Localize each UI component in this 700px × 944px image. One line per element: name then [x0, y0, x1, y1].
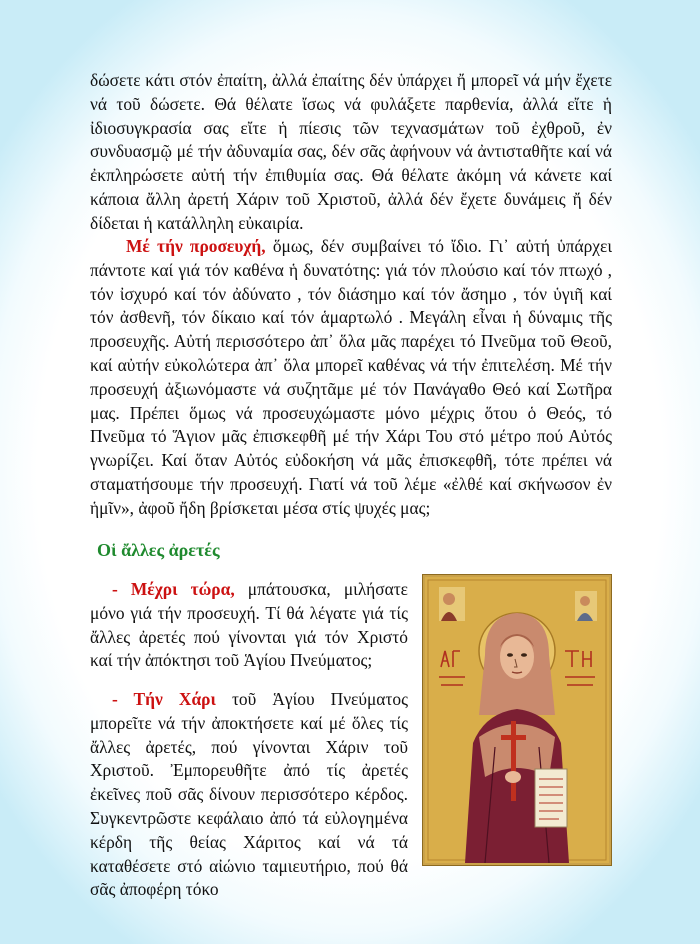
answer-paragraph	[90, 688, 408, 902]
paragraph-2-lead: Μέ τήν προσευχή,	[126, 236, 266, 256]
paragraph-2-body: ὅμως, δέν συμβαίνει τό ἴδιο. Γι᾽ αὐτή ὑπάρχει πάντοτε καί γιά τόν καθένα ἡ δυνατότης: γιά τόν πλούσιο καί τόν πτωχό , τόν ἰσχυρό καί τόν ἀδύνατο , τόν διάσημο καί τόν ἄσημο , τόν ὑγιῆ καί τόν ἀσθενῆ, τόν δίκαιο καί τόν ἁμαρτωλό . Μεγάλη εἶναι ἡ δύναμις τῆς προσευχῆς. Αὐτή περισσότερο ἀπ᾽ ὅλα μᾶς παρέχει τό Πνεῦμα τοῦ Θεοῦ, καί αὐτήν εὐκολώτερα ἀπ᾽ ὅλα μπορεῖ καθένας νά τήν ἐπιτελέση. Μέ τήν προσευχή ἀξιωνόμαστε νά συζητᾶμε μέ τόν Πανάγαθο Θεό καί Σωτῆρα μας. Πρέπει ὅμως νά προσευχώμαστε μόνο μέχρις ὅτου ὁ Θεός, τό Πνεῦμα τό Ἅγιον μᾶς ἐπισκεφθῆ μέ τήν Χάρι Του στό μέτρο πού Αὐτός γνωρίζει. Καί ὅταν Αὐτός εὐδοκήση νά μᾶς ἐπισκεφθῆ, τότε πρέπει νά σταματήσουμε τήν προσευχή. Γιατί νά τοῦ λέμε «ἐλθέ καί σκήνωσον ἐν ἡμῖν», ἀφοῦ ἤδη βρίσκεται μέσα στίς ψυχές μας;	[90, 236, 612, 518]
question-paragraph	[90, 578, 408, 673]
saint-icon-image	[422, 574, 612, 866]
question-lead: - Μέχρι τώρα,	[112, 579, 235, 599]
saint-thomais-icon	[425, 577, 609, 863]
paragraph-2	[90, 235, 612, 521]
section-heading: Οἱ ἄλλες ἀρετές	[97, 540, 220, 560]
question-body: μπάτουσκα, μιλήσατε μόνο γιά τήν προσευχή. Τί θά λέγατε γιά τίς ἄλλες ἀρετές πού γίνονται γιά τόν Χριστό καί τήν ἀπόκτησι τοῦ Ἁγίου Πνεύματος;	[90, 579, 408, 671]
answer-body: τοῦ Ἁγίου Πνεύματος μπορεῖτε νά τήν ἀποκτήσετε καί μέ ὅλες τίς ἄλλες ἀρετές, πού γίνονται Χάριν τοῦ Χριστοῦ. Ἐμπορευθῆτε ἀπό τίς ἀρετές ἐκεῖνες ποῦ σᾶς δίνουν περισσότερο κέρδος. Συγκεντρῶστε κεφάλαιο ἀπό τά εὐλογημένα κέρδη τῆς θείας Χάριτος καί νά τά καταθέσετε στό αἰώνιο ταμιευτήριο, πού θά σᾶς ἀποφέρη τόκο	[90, 689, 408, 900]
answer-lead: - Τήν Χάρι	[112, 689, 216, 709]
paragraph-1: δώσετε κάτι στόν ἐπαίτη, ἀλλά ἐπαίτης δέν ὑπάρχει ἤ μπορεῖ νά μήν ἔχετε νά τοῦ δώσετε. Θά θέλατε ἴσως νά φυλάξετε παρθενία, ἀλλά εἴτε ἡ ἰδιοσυγκρασία σας εἴτε ἡ πίεσις τῶν τεχνασμάτων τοῦ ἐχθροῦ, ἐν συνδυασμῷ μέ τήν ἀδυναμία σας, δέν σᾶς ἀφήνουν νά ἀντισταθῆτε καί νά ἐκπληρώσετε αὐτή τήν ἐπιθυμία σας. Θά θέλατε ἀκόμη νά κάνετε καί κάποια ἄλλη ἀρετή Χάριν τοῦ Χριστοῦ, ἀλλά δέν ἔχετε δυνάμεις ἤ δέν δίδεται ἡ κατάλληλη εὐκαιρία.	[90, 70, 612, 233]
